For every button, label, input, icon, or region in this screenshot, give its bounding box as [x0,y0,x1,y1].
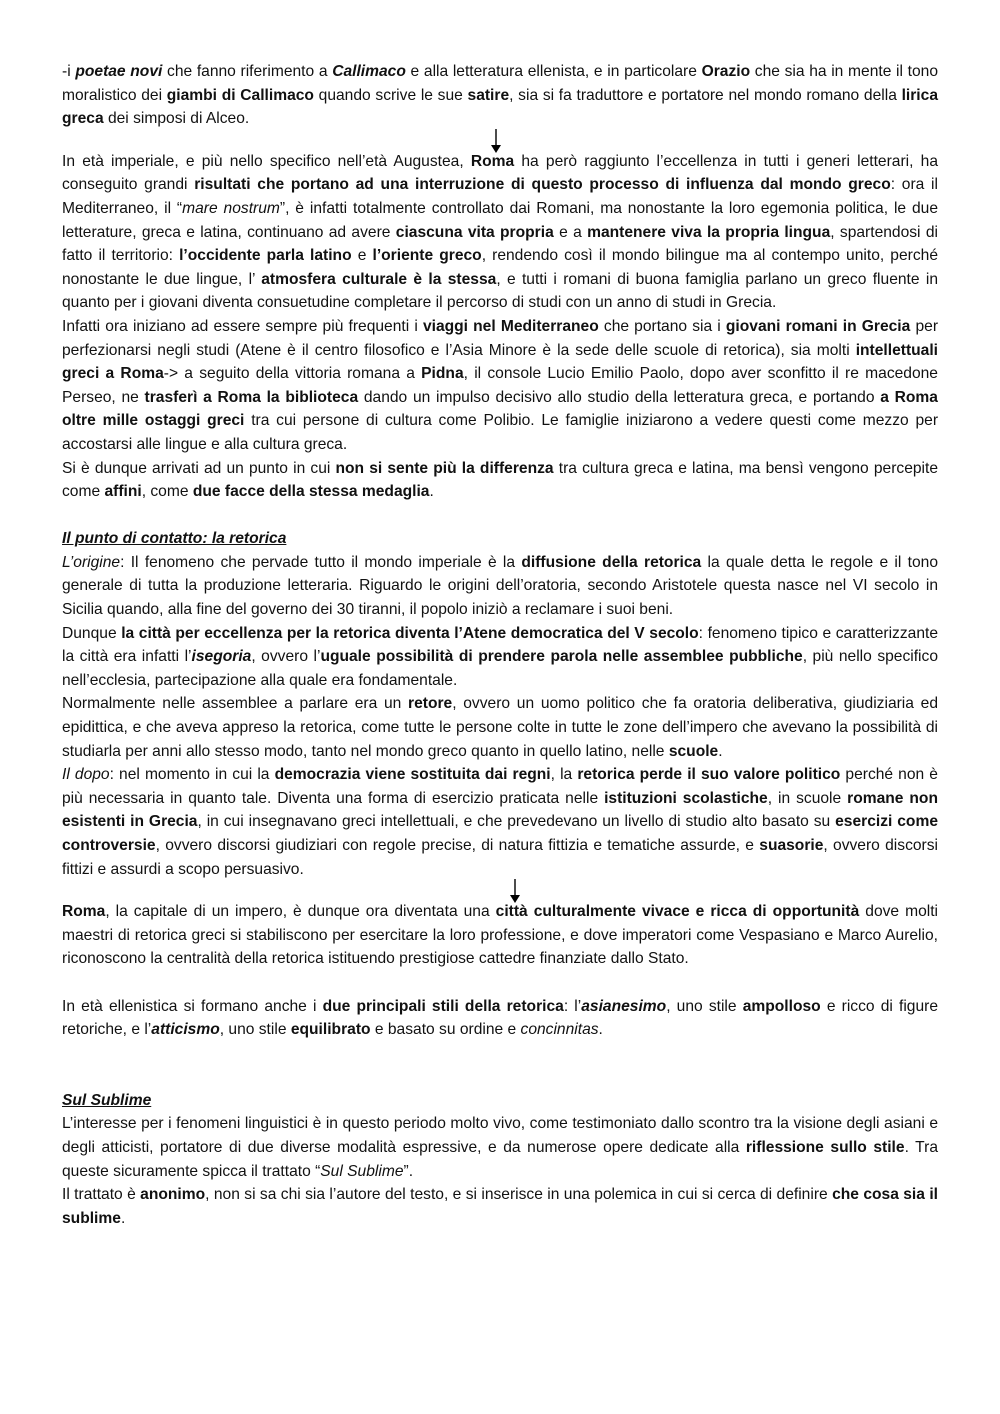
paragraph-interesse [62,1112,938,1183]
text-run: . Tra queste sicuramente spicca il trattato “ [62,1138,938,1180]
text-run: esercizi come controversie [62,813,938,854]
text-run: e [351,247,373,265]
section-heading-sublime: Sul Sublime [62,1091,152,1109]
text-run: isegoria [191,648,252,666]
text-run: Il dopo [62,766,110,784]
text-run: , rendendo così il mondo bilingue ma al contempo unito, perché nonostante le due lingue, l’ [62,247,938,288]
text-run: ampolloso [742,997,821,1015]
paragraph-atene [62,622,938,693]
paragraph-origine [62,551,938,622]
text-run: , più nello specifico nell’ecclesia, partecipazione alla quale era fondamentale. [62,648,938,689]
text-run: uguale possibilità di prendere parola nelle assemblee pubbliche [320,648,803,666]
section-heading-retorica: Il punto di contatto: la retorica [62,530,287,548]
text-run: , ovvero discorsi fittizi e assurdi a scopo persuasivo. [62,837,938,878]
text-run: : ora il Mediterraneo, il “ [62,176,938,217]
text-run: per perfezionarsi negli studi (Atene è il centro filosofico e l’Asia Minore è la sede delle scuole di retorica), sia molti [62,317,939,359]
text-run: , e tutti i romani di buona famiglia parlano un greco fluente in quanto per i giovani diventa consuetudine completare il percorso di studi con un anno di studi in Grecia. [62,270,939,312]
text-run: ”. [403,1162,414,1180]
document-page [62,60,938,1230]
text-run: democrazia viene sostituita dai regni [274,766,551,784]
text-run: romane non esistenti in Grecia [62,789,938,831]
text-run: la città per eccellenza per la retorica diventa l’Atene democratica del V secolo [121,624,699,642]
text-run: , ovvero l’ [251,648,321,666]
paragraph-stili [62,995,938,1042]
text-run: : nel momento in cui la [109,766,275,784]
text-run: diffusione della retorica [521,553,702,571]
text-run: . [429,483,434,501]
text-run: dei simposi di Alceo. [103,110,250,128]
text-run: e a [553,223,588,241]
text-run: viaggi nel Mediterraneo [422,317,599,335]
text-run: -> a seguito della vittoria romana a [163,365,422,383]
text-run: , in cui insegnavano greci intellettuali, e che prevedevano un livello di studio alto basato su [197,813,836,831]
text-run: atticismo [151,1021,220,1039]
text-run: ha però raggiunto l’eccellenza in tutti i generi letterari, ha conseguito grandi [62,152,938,194]
text-run: che sia ha in mente il tono moralistico dei [62,63,938,104]
text-run: Si è dunque arrivati ad un punto in cui [62,459,336,477]
text-run: Normalmente nelle assemblee a parlare era un [62,695,409,713]
text-run: trasferì a Roma la biblioteca [144,388,359,406]
paragraph-trattato [62,1183,938,1230]
text-run: , uno stile [666,997,743,1015]
text-run: suasorie [759,837,824,854]
text-run: la quale detta le regole e il tono generale di tutta la produzione letteraria. Riguardo le origini dell’oratoria, secondo Aristotele questa nasce nel VI secolo in Sicilia quando, alla fine del governo dei 30 tiranni, il popolo iniziò a reclamare i suoi beni. [62,553,939,619]
text-run: retorica perde il suo valore politico [577,766,841,784]
text-run: , la capitale di un impero, è dunque ora diventata una [105,903,496,921]
text-run: che cosa sia il sublime [62,1186,938,1227]
text-run: quando scrive le sue [313,86,468,104]
text-run: Il trattato è [62,1186,141,1204]
text-run: L’interesse per i fenomeni linguistici è in questo periodo molto vivo, come testimoniato dallo scontro tra la visione degli asiani e degli atticisti, portatore di due diverse modalità espressive, e da numerose opere dedicate alla [62,1115,938,1156]
paragraph-dopo [62,763,938,881]
text-run: mare nostrum [182,199,280,217]
text-run: -i [62,63,76,80]
text-run: anonimo [140,1186,206,1204]
text-run: concinnitas [520,1021,599,1039]
text-run: Roma [62,903,106,921]
text-run: due facce della stessa medaglia [192,483,430,501]
text-run: non si sente più la differenza [335,459,554,477]
text-run: dove molti maestri di retorica greci si stabiliscono per esercitare la loro professione, e dove imperatori come Vespasiano e Marco Aurelio, riconoscono la centralità della retorica istituendo prestigiose cattedre finanziate dallo Stato. [62,903,939,968]
paragraph-retore [62,692,938,763]
text-run: Orazio [701,63,751,80]
text-run: . [718,742,723,760]
text-run: lirica greca [62,86,938,128]
paragraph-roma [62,900,938,971]
text-run: , non si sa chi sia l’autore del testo, e si inserisce in una polemica in cui si cerca di definire [205,1186,833,1204]
text-run: , ovvero un uomo politico che fa oratoria deliberativa, giudiziaria ed epidittica, e che aveva appreso la retorica, come tutte le persone colte in tutte le zone dell’impero che avevano la possibilità di studiarla per anni allo stesso modo, tanto nel mondo greco quanto in quello latino, nelle [62,695,938,760]
text-run: . [120,1209,126,1227]
text-run: città culturalmente vivace e ricca di opportunità [495,903,860,921]
text-run: , in scuole [767,789,848,807]
text-run: . [598,1021,603,1039]
text-run: atmosfera culturale è la stessa [261,270,497,288]
text-run: a Roma oltre mille ostaggi greci [62,388,938,430]
text-run: mantenere viva la propria lingua [587,223,831,241]
text-run: Sul Sublime [320,1162,404,1180]
text-run: l’oriente greco [372,247,482,265]
text-run: In età ellenistica si formano anche i [62,997,323,1015]
text-run: : Il fenomeno che pervade tutto il mondo imperiale è la [120,553,522,571]
text-run: : l’ [563,997,582,1015]
text-run: risultati che portano ad una interruzione di questo processo di influenza dal mondo greco [194,176,891,194]
text-run: e alla letteratura ellenista, e in particolare [405,63,702,80]
text-run: equilibrato [290,1021,371,1039]
text-run: , spartendosi di fatto il territorio: [62,223,938,265]
text-run: istituzioni scolastiche [604,789,768,807]
text-run: , uno stile [219,1021,291,1039]
text-run: Dunque [62,624,122,642]
text-run: ”, è infatti totalmente controllato dai Romani, ma nonostante la loro egemonia politica, le due letterature, greca e latina, continuano ad avere [62,199,938,241]
text-run: intellettuali greci a Roma [62,341,938,383]
text-run: , il console Lucio Emilio Paolo, dopo aver sconfitto il re macedone Perseo, ne [62,365,938,406]
text-run: scuole [668,742,719,760]
text-run: Roma [470,152,515,170]
text-run: riflessione sullo stile [745,1138,905,1156]
text-run: , ovvero discorsi giudiziari con regole precise, di natura fittizia e tematiche assurde, e [155,837,760,854]
text-run: , sia si fa traduttore e portatore nel mondo romano della [509,86,902,104]
text-run: Pidna [421,365,464,383]
text-run: tra cultura greca e latina, ma bensì vengono percepite come [62,459,939,501]
text-run: retore [408,695,453,713]
text-run: che fanno riferimento a [162,63,333,80]
text-run: due principali stili della retorica [322,997,564,1015]
text-run: ciascuna vita propria [395,223,554,241]
text-run: L’origine [62,553,121,571]
paragraph-viaggi [62,315,938,457]
text-run: poetae novi [75,63,163,80]
text-run: e basato su ordine e [370,1021,521,1039]
text-run: : fenomeno tipico e caratterizzante la città era infatti l’ [62,624,938,666]
text-run: , come [141,483,193,501]
text-run: asianesimo [581,997,667,1015]
text-run: satire [467,86,510,104]
text-run: l’occidente parla latino [179,247,352,265]
text-run: tra cui persone di cultura come Polibio. Le famiglie iniziarono a vedere questi come mezzo per accostarsi alle lingue e alla cultura greca. [62,412,939,453]
paragraph-eta-imperiale [62,150,938,315]
text-run: , la [550,766,578,784]
text-run: giovani romani in Grecia [725,317,911,335]
text-run: che portano sia i [598,317,726,335]
text-run: perché non è più necessaria in quanto tale. Diventa una forma di esercizio praticata nelle [62,766,938,807]
text-run: In età imperiale, e più nello specifico nell’età Augustea, [62,152,471,170]
paragraph-affinita [62,457,938,504]
text-run: dando un impulso decisivo allo studio della letteratura greca, e portando [358,388,881,406]
text-run: Infatti ora iniziano ad essere sempre più frequenti i [62,317,423,335]
text-run: e ricco di figure retoriche, e l’ [62,997,939,1039]
paragraph-poetae-novi [62,60,938,131]
text-run: Callimaco [332,63,406,80]
text-run: giambi di Callimaco [166,86,314,104]
text-run: affini [104,483,142,501]
